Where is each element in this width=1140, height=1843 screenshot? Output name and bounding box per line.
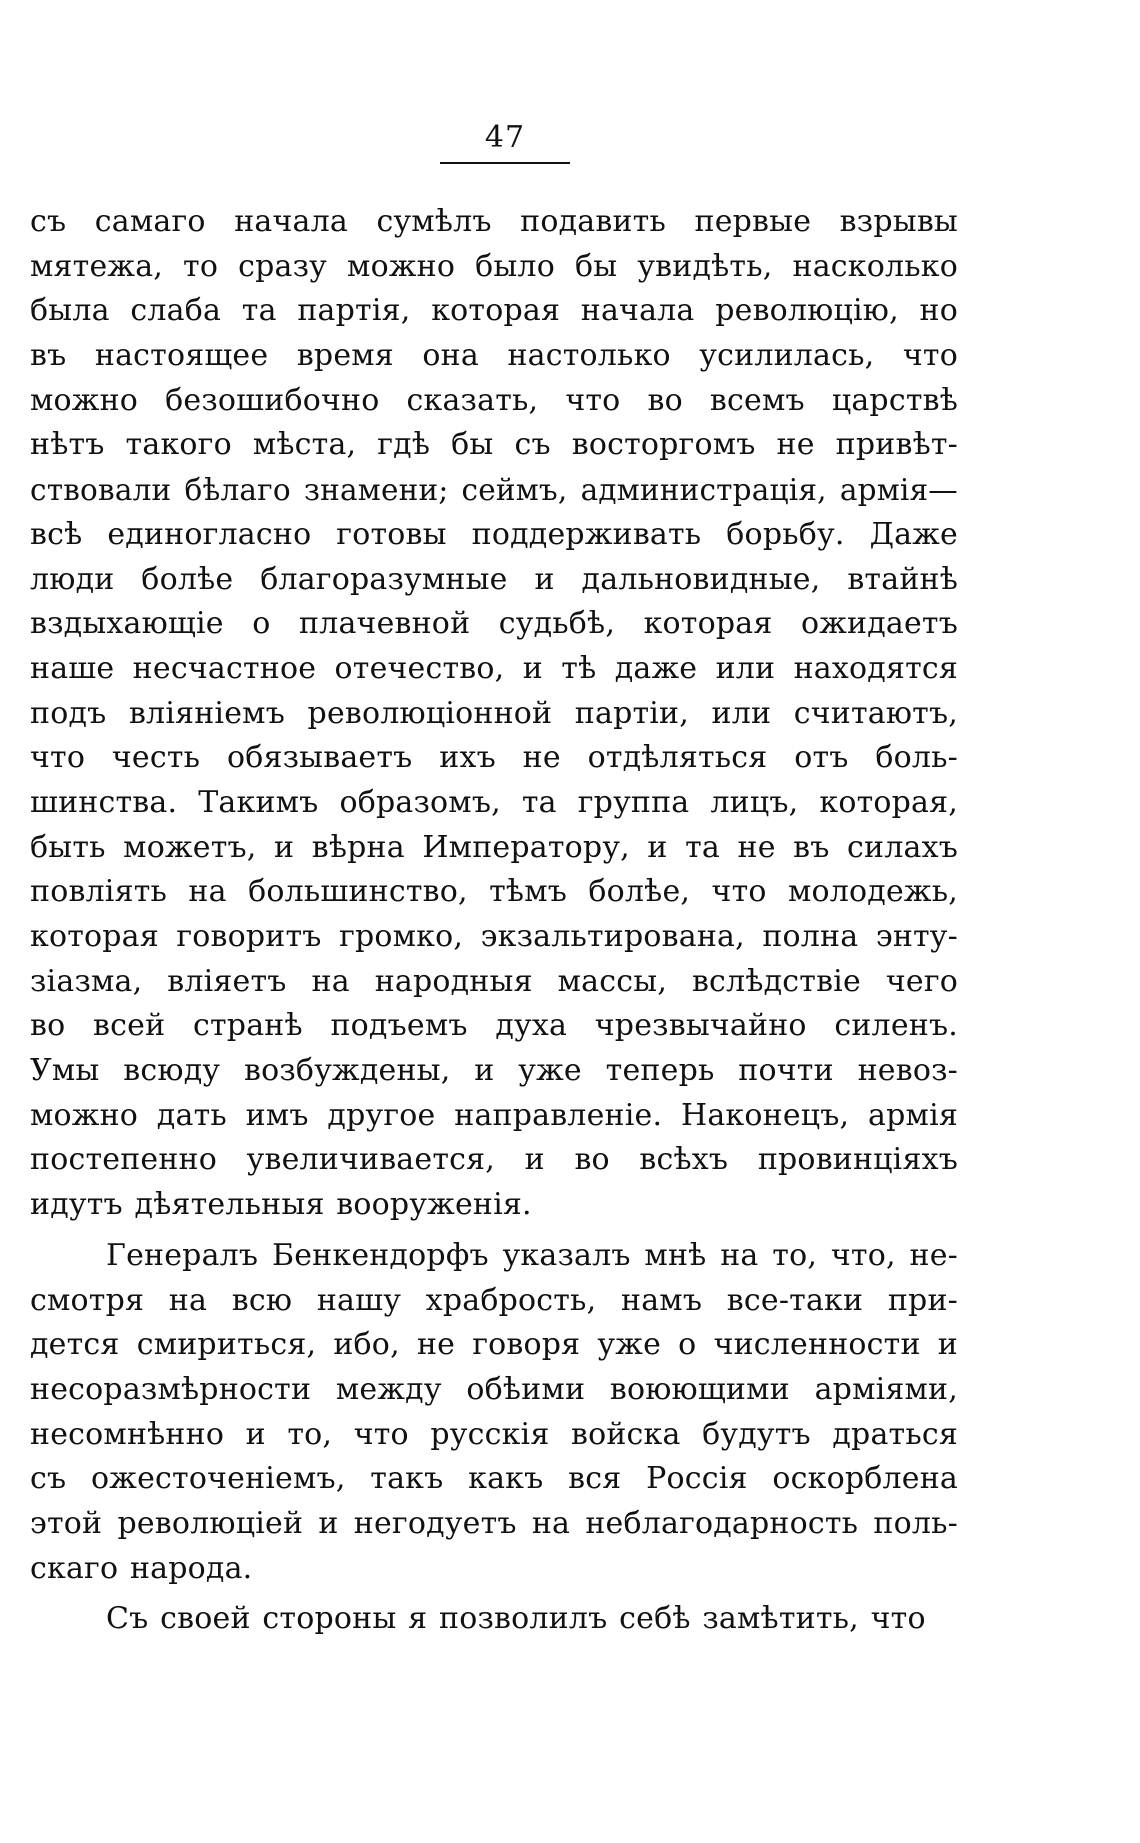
text-line: быть можетъ, и вѣрна Императору, и та не въ силахъ [30,829,958,865]
text-line: шинства. Такимъ образомъ, та группа лицъ, которая, [30,784,958,820]
text-line: съ самаго начала сумѣлъ подавить первые взрывы [30,204,958,239]
text-line: вздыхающіе о плачевной судьбѣ, которая ожидаетъ [30,606,958,642]
text-line: что честь обязываетъ ихъ не отдѣляться отъ боль- [30,740,958,776]
page-header [440,118,570,164]
text-line: идутъ дѣятельныя вооруженія. [30,1187,532,1223]
text-line: мятежа, то сразу можно было бы увидѣть, насколько [30,248,958,284]
text-line: въ настоящее время она настолько усилилась, что [30,338,958,374]
text-line: смотря на всю нашу храбрость, намъ все-таки при- [30,1282,958,1318]
text-line: несомнѣнно и то, что русскія войска будутъ драться [30,1416,958,1452]
text-line: Умы всюду возбуждены, и уже теперь почти невоз- [30,1053,958,1089]
text-line: скаго народа. [30,1550,253,1586]
text-line: наше несчастное отечество, и тѣ даже или находятся [30,650,958,686]
text-line: несоразмѣрности между обѣими воюющими арміями, [30,1371,958,1407]
text-line: во всей странѣ подъемъ духа чрезвычайно силенъ. [30,1008,958,1044]
text-line: дется смириться, ибо, не говоря уже о численности и [30,1327,958,1363]
paragraph [30,1597,958,1642]
text-line: можно дать имъ другое направленіе. Наконецъ, армія [30,1097,958,1133]
paragraph [30,200,958,1228]
text-line: можно безошибочно сказать, что во всемъ царствѣ [30,382,958,418]
text-line: подъ вліяніемъ революціонной партіи, или считаютъ, [30,695,958,731]
text-line: всѣ единогласно готовы поддерживать борьбу. Даже [30,516,958,552]
text-line: люди болѣе благоразумные и дальновидные, втайнѣ [30,561,958,597]
text-line: нѣтъ такого мѣста, гдѣ бы съ восторгомъ не привѣт- [30,427,958,463]
text-line: была слаба та партія, которая начала революцію, но [30,293,958,329]
text-line: повліять на большинство, тѣмъ болѣе, что молодежь, [30,874,958,910]
text-line: этой революціей и негодуетъ на неблагодарность поль- [30,1505,958,1541]
body-text [30,200,958,1642]
paragraph [30,1234,958,1592]
page-number: 47 [484,120,526,155]
header-rule [440,162,570,164]
text-line: Съ своей стороны я позволилъ себѣ замѣтить, что [106,1601,926,1637]
text-line: зіазма, вліяетъ на народныя массы, вслѣдствіе чего [30,963,958,999]
text-line: постепенно увеличивается, и во всѣхъ провинціяхъ [30,1142,958,1178]
text-line: которая говоритъ громко, экзальтирована, полна энту- [30,919,958,954]
text-line: съ ожесточеніемъ, такъ какъ вся Россія оскорблена [30,1461,958,1497]
text-line: Генералъ Бенкендорфъ указалъ мнѣ на то, что, не- [106,1237,958,1273]
text-line: ствовали бѣлаго знамени; сеймъ, администрація, армія— [30,473,958,508]
